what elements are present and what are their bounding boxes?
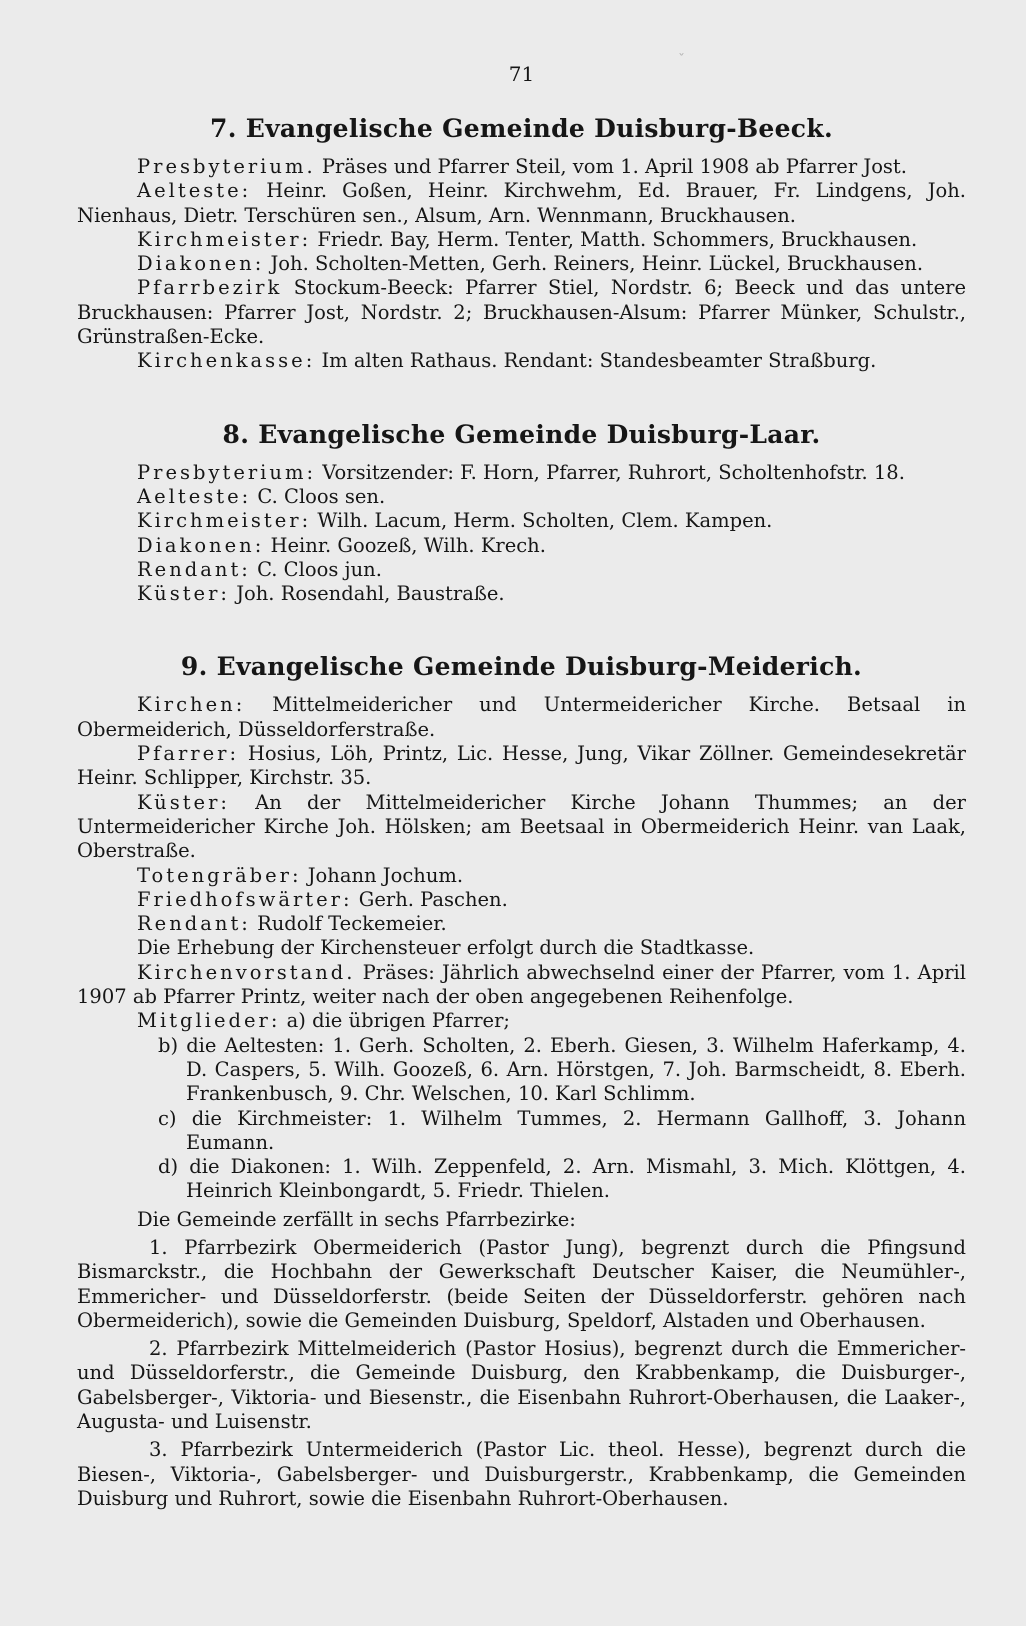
entry bbox=[77, 155, 966, 179]
entry-text: Rudolf Teckemeier. bbox=[257, 912, 447, 936]
entry-text: Die Erhebung der Kirchensteuer erfolgt durch die Stadtkasse. bbox=[137, 936, 755, 960]
entry bbox=[77, 791, 966, 864]
entry-label: Aelteste: bbox=[137, 179, 252, 203]
entry-label: Diakonen: bbox=[137, 252, 265, 276]
entry-text: Präses: Jährlich abwechselnd einer der Pfarrer, vom 1. April 1907 ab Pfarrer Printz, weiter nach der oben angegebenen Reihenfolge. bbox=[77, 960, 966, 1009]
entry-text: C. Cloos jun. bbox=[257, 557, 382, 581]
entry bbox=[77, 693, 966, 742]
district-paragraph: 1. Pfarrbezirk Obermeiderich (Pastor Jung), begrenzt durch die Pfingsund Bismarckstr., die Hochbahn der Gewerkschaft Deutscher Kaiser, die Neumühler-, Emmericher- und Düsseldorferstr. (beide Seiten der Düsseldorferstr. gehören nach Obermeiderich), sowie die Gemeinden Duisburg, Speldorf, Alstaden und Oberhausen. bbox=[77, 1235, 966, 1332]
entry bbox=[77, 888, 966, 912]
page-number: 71 bbox=[508, 62, 535, 86]
member-letter: b) bbox=[158, 1033, 179, 1057]
entry-label: Rendant: bbox=[137, 912, 251, 936]
districts-intro: Die Gemeinde zerfällt in sechs Pfarrbezirke: bbox=[137, 1207, 576, 1231]
entry-text: Friedr. Bay, Herm. Tenter, Matth. Schommers, Bruckhausen. bbox=[317, 227, 918, 251]
entry bbox=[77, 228, 966, 252]
entry bbox=[77, 912, 966, 936]
entry bbox=[77, 252, 966, 276]
entry-label: Presbyterium: bbox=[137, 460, 317, 484]
section-beeck bbox=[77, 114, 966, 374]
member-item bbox=[77, 1034, 966, 1107]
entry-label: Presbyterium. bbox=[137, 155, 316, 178]
member-text: die Diakonen: 1. Wilh. Zeppenfeld, 2. Arn. Mismahl, 3. Mich. Klöttgen, 4. Heinrich Kleinbongardt, 5. Friedr. Thielen. bbox=[186, 1155, 966, 1203]
section-laar bbox=[77, 420, 966, 607]
entry bbox=[77, 558, 966, 582]
entry-label: Pfarrbezirk bbox=[137, 276, 283, 300]
entry bbox=[77, 485, 966, 509]
entry-text: C. Cloos sen. bbox=[257, 484, 386, 508]
entry-text: Präses und Pfarrer Steil, vom 1. April 1908 ab Pfarrer Jost. bbox=[321, 155, 907, 178]
entry-text: Joh. Scholten-Metten, Gerh. Reiners, Heinr. Lückel, Bruckhausen. bbox=[270, 252, 924, 276]
stray-mark: ˇ bbox=[678, 52, 685, 68]
entry bbox=[77, 461, 966, 485]
section-heading: 8. Evangelische Gemeinde Duisburg-Laar. bbox=[222, 419, 821, 449]
entry-label: Aelteste: bbox=[137, 484, 252, 508]
district-paragraph: 3. Pfarrbezirk Untermeiderich (Pastor Lic. theol. Hesse), begrenzt durch die Biesen-, Viktoria-, Gabelsberger- und Duisburgerstr., Krabbenkamp, die Gemeinden Duisburg und Ruhrort, sowie die Eisenbahn Ruhrort-Oberhausen. bbox=[77, 1438, 966, 1510]
entry-label: Küster: bbox=[137, 582, 230, 606]
entry-label: Kirchenkasse: bbox=[137, 349, 316, 373]
entry-text: Johann Jochum. bbox=[307, 863, 464, 887]
entry-label: Kirchmeister: bbox=[137, 227, 312, 251]
entry bbox=[77, 936, 966, 960]
entry-label: Pfarrer: bbox=[137, 742, 240, 766]
district-paragraph: 2. Pfarrbezirk Mittelmeiderich (Pastor Hosius), begrenzt durch die Emmericher- und Düsseldorferstr., die Gemeinde Duisburg, den Krabbenkamp, die Duisburger-, Gabelsberger-, Viktoria- und Biesenstr., die Eisenbahn Ruhrort-Oberhausen, die Laaker-, Augusta- und Luisenstr. bbox=[77, 1337, 966, 1434]
member-text: die Kirchmeister: 1. Wilhelm Tummes, 2. Hermann Gallhoff, 3. Johann Eumann. bbox=[186, 1106, 967, 1154]
entry bbox=[77, 582, 966, 606]
entry-label: Friedhofswärter: bbox=[137, 887, 353, 911]
entry-label: Totengräber: bbox=[137, 863, 302, 887]
entry-text: Heinr. Goßen, Heinr. Kirchwehm, Ed. Brauer, Fr. Lindgens, Joh. Nienhaus, Dietr. Terschüren sen., Alsum, Arn. Wennmann, Bruckhausen. bbox=[77, 179, 967, 227]
entry-text: Joh. Rosendahl, Baustraße. bbox=[236, 582, 505, 606]
entry-text: Hosius, Löh, Printz, Lic. Hesse, Jung, Vikar Zöllner. Gemeindesekretär Heinr. Schlipper, Kirchstr. 35. bbox=[77, 742, 966, 790]
entry-text: Gerh. Paschen. bbox=[358, 887, 508, 911]
entry-text: Im alten Rathaus. Rendant: Standesbeamter Straßburg. bbox=[321, 349, 877, 373]
member-item bbox=[77, 1107, 966, 1156]
section-meiderich bbox=[77, 652, 966, 1511]
member-letter: d) bbox=[158, 1155, 179, 1179]
entry-text: Mittelmeidericher und Untermeidericher Kirche. Betsaal in Obermeiderich, Düsseldorferstraße. bbox=[77, 693, 967, 741]
section-heading: 9. Evangelische Gemeinde Duisburg-Meiderich. bbox=[180, 652, 863, 682]
entry-label: Diakonen: bbox=[137, 533, 265, 557]
entry-label: Mitglieder: bbox=[137, 1009, 281, 1033]
entry-text: Stockum-Beeck: Pfarrer Stiel, Nordstr. 6; Beeck und das untere Bruckhausen: Pfarrer Jost, Nordstr. 2; Bruckhausen-Alsum: Pfarrer Münker, Schulstr., Grünstraßen-Ecke. bbox=[77, 276, 966, 349]
entry-text: a) die übrigen Pfarrer; bbox=[286, 1009, 510, 1033]
entry-label: Kirchenvorstand. bbox=[137, 960, 356, 984]
member-text: die Aeltesten: 1. Gerh. Scholten, 2. Eberh. Giesen, 3. Wilhelm Haferkamp, 4. D. Caspers, 5. Wilh. Goozeß, 6. Arn. Hörstgen, 7. Joh. Barmscheidt, 8. Eberh. Frankenbusch, 9. Chr. Welschen, 10. Karl Schlimm. bbox=[186, 1033, 966, 1106]
entry bbox=[77, 179, 966, 228]
entry-label: Rendant: bbox=[137, 557, 251, 581]
member-letter: c) bbox=[158, 1106, 177, 1130]
entry-text: Heinr. Goozeß, Wilh. Krech. bbox=[270, 533, 546, 557]
entry bbox=[77, 534, 966, 558]
member-item bbox=[77, 1155, 966, 1204]
entry bbox=[77, 509, 966, 533]
entry-text: An der Mittelmeidericher Kirche Johann Thummes; an der Untermeidericher Kirche Joh. Hölsken; am Beetsaal in Obermeiderich Heinr. van Laak, Oberstraße. bbox=[77, 790, 966, 863]
entry bbox=[77, 349, 966, 373]
entry-text: Vorsitzender: F. Horn, Pfarrer, Ruhrort, Scholtenhofstr. 18. bbox=[322, 460, 905, 484]
entry bbox=[77, 742, 966, 791]
entry-label: Küster: bbox=[137, 790, 230, 814]
entry-label: Kirchmeister: bbox=[137, 509, 312, 533]
entry bbox=[77, 1009, 966, 1033]
entry bbox=[77, 276, 966, 349]
entry-text: Wilh. Lacum, Herm. Scholten, Clem. Kampen. bbox=[317, 509, 773, 533]
entry bbox=[77, 961, 966, 1010]
section-heading: 7. Evangelische Gemeinde Duisburg-Beeck. bbox=[210, 114, 833, 143]
entry-label: Kirchen: bbox=[137, 693, 246, 717]
entry bbox=[77, 864, 966, 888]
